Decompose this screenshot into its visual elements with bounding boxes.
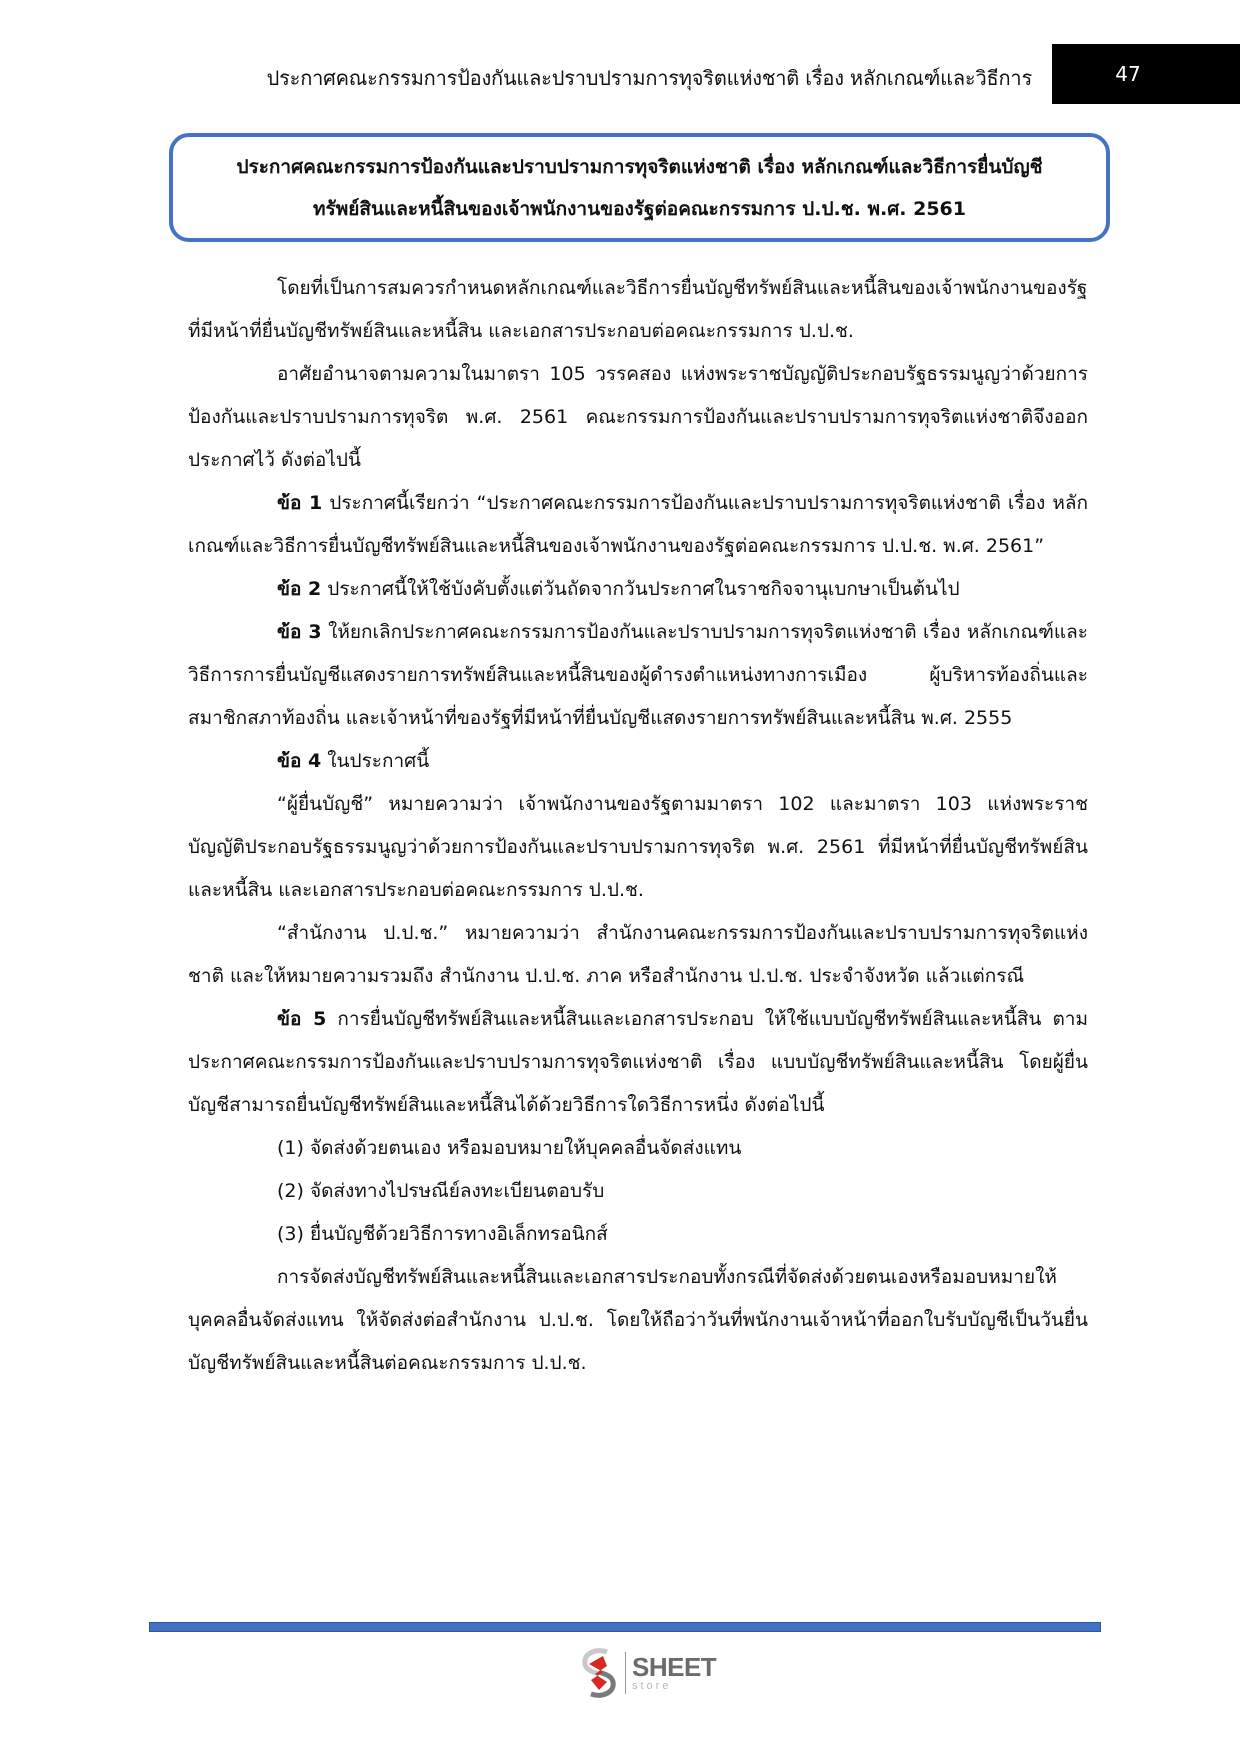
logo-sub-text: store	[632, 1680, 672, 1692]
sheet-store-logo	[577, 1648, 716, 1698]
page-number: 47	[1115, 62, 1141, 86]
clause-2-text: ประกาศนี้ให้ใช้บังคับตั้งแต่วันถัดจากวันประกาศในราชกิจจานุเบกษาเป็นต้นไป	[321, 578, 960, 600]
clause-3-text: ให้ยกเลิกประกาศคณะกรรมการป้องกันและปราบปรามการทุจริตแห่งชาติ เรื่อง หลักเกณฑ์และวิธีการการยื่นบัญชีแสดงรายการทรัพย์สินและหนี้สินของผู้ดำรงตำแหน่งทางการเมือง ผู้บริหารท้องถิ่นและสมาชิกสภาท้องถิ่น และเจ้าหน้าที่ของรัฐที่มีหน้าที่ยื่นบัญชีแสดงรายการทรัพย์สินและหนี้สิน พ.ศ. 2555	[188, 621, 1088, 729]
clause-5	[188, 998, 1088, 1127]
document-title-line-2: ทรัพย์สินและหนี้สินของเจ้าพนักงานของรัฐต่อคณะกรรมการ ป.ป.ช. พ.ศ. 2561	[313, 197, 966, 220]
clause-5-label: ข้อ 5	[277, 1008, 327, 1030]
clause-2-label: ข้อ 2	[277, 578, 322, 600]
document-title-box	[169, 133, 1110, 242]
clause-1-label: ข้อ 1	[277, 492, 323, 514]
clause-4-label: ข้อ 4	[277, 750, 322, 772]
document-title-line-1: ประกาศคณะกรรมการป้องกันและปราบปรามการทุจริตแห่งชาติ เรื่อง หลักเกณฑ์และวิธีการยื่นบัญชี	[236, 155, 1043, 178]
closing-paragraph: การจัดส่งบัญชีทรัพย์สินและหนี้สินและเอกสารประกอบทั้งกรณีที่จัดส่งด้วยตนเองหรือมอบหมายให้บุคคลอื่นจัดส่งแทน ให้จัดส่งต่อสำนักงาน ป.ป.ช. โดยให้ถือว่าวันที่พนักงานเจ้าหน้าที่ออกใบรับบัญชีเป็นวันยื่นบัญชีทรัพย์สินและหนี้สินต่อคณะกรรมการ ป.ป.ช.	[188, 1266, 1088, 1374]
document-body	[188, 267, 1088, 1385]
preamble-paragraph-2: อาศัยอำนาจตามความในมาตรา 105 วรรคสอง แห่งพระราชบัญญัติประกอบรัฐธรรมนูญว่าด้วยการป้องกันและปราบปรามการทุจริต พ.ศ. 2561 คณะกรรมการป้องกันและปราบปรามการทุจริตแห่งชาติจึงออกประกาศไว้ ดังต่อไปนี้	[188, 363, 1088, 471]
clause-5-text: การยื่นบัญชีทรัพย์สินและหนี้สินและเอกสารประกอบ ให้ใช้แบบบัญชีทรัพย์สินและหนี้สิน ตามประกาศคณะกรรมการป้องกันและปราบปรามการทุจริตแห่งชาติ เรื่อง แบบบัญชีทรัพย์สินและหนี้สิน โดยผู้ยื่นบัญชีสามารถยื่นบัญชีทรัพย์สินและหนี้สินได้ด้วยวิธีการใดวิธีการหนึ่ง ดังต่อไปนี้	[188, 1008, 1089, 1116]
clause-3-label: ข้อ 3	[277, 621, 322, 643]
clause-3	[188, 611, 1088, 740]
clause-1-text: ประกาศนี้เรียกว่า “ประกาศคณะกรรมการป้องกันและปราบปรามการทุจริตแห่งชาติ เรื่อง หลักเกณฑ์และวิธีการยื่นบัญชีทรัพย์สินและหนี้สินของเจ้าพนักงานของรัฐต่อคณะกรรมการ ป.ป.ช. พ.ศ. 2561”	[188, 492, 1089, 557]
logo-brand-text: SHEET	[632, 1652, 717, 1682]
logo-divider	[625, 1652, 626, 1694]
page-number-box	[1052, 44, 1240, 104]
method-item-3: (3) ยื่นบัญชีด้วยวิธีการทางอิเล็กทรอนิกส์	[277, 1223, 608, 1245]
definition-office: “สำนักงาน ป.ป.ช.” หมายความว่า สำนักงานคณะกรรมการป้องกันและปราบปรามการทุจริตแห่งชาติ และให้หมายความรวมถึง สำนักงาน ป.ป.ช. ภาค หรือสำนักงาน ป.ป.ช. ประจำจังหวัด แล้วแต่กรณี	[188, 922, 1088, 987]
clause-2	[188, 568, 1088, 611]
running-title: ประกาศคณะกรรมการป้องกันและปราบปรามการทุจริตแห่งชาติ เรื่อง หลักเกณฑ์และวิธีการ	[266, 66, 1032, 90]
method-item-2: (2) จัดส่งทางไปรษณีย์ลงทะเบียนตอบรับ	[277, 1180, 605, 1202]
logo-wordmark	[632, 1654, 716, 1692]
clause-4-text: ในประกาศนี้	[321, 750, 430, 772]
clause-4	[188, 740, 1088, 783]
clause-1	[188, 482, 1088, 568]
preamble-paragraph-1: โดยที่เป็นการสมควรกำหนดหลักเกณฑ์และวิธีการยื่นบัญชีทรัพย์สินและหนี้สินของเจ้าพนักงานของรัฐที่มีหน้าที่ยื่นบัญชีทรัพย์สินและหนี้สิน และเอกสารประกอบต่อคณะกรรมการ ป.ป.ช.	[188, 277, 1088, 342]
definition-filer: “ผู้ยื่นบัญชี” หมายความว่า เจ้าพนักงานของรัฐตามมาตรา 102 และมาตรา 103 แห่งพระราชบัญญัติประกอบรัฐธรรมนูญว่าด้วยการป้องกันและปราบปรามการทุจริต พ.ศ. 2561 ที่มีหน้าที่ยื่นบัญชีทรัพย์สินและหนี้สิน และเอกสารประกอบต่อคณะกรรมการ ป.ป.ช.	[188, 793, 1088, 901]
sheet-store-s-logo-icon	[577, 1648, 621, 1698]
method-item-1: (1) จัดส่งด้วยตนเอง หรือมอบหมายให้บุคคลอื่นจัดส่งแทน	[277, 1137, 742, 1159]
running-header	[0, 44, 1240, 104]
footer-divider-bar	[149, 1622, 1101, 1632]
